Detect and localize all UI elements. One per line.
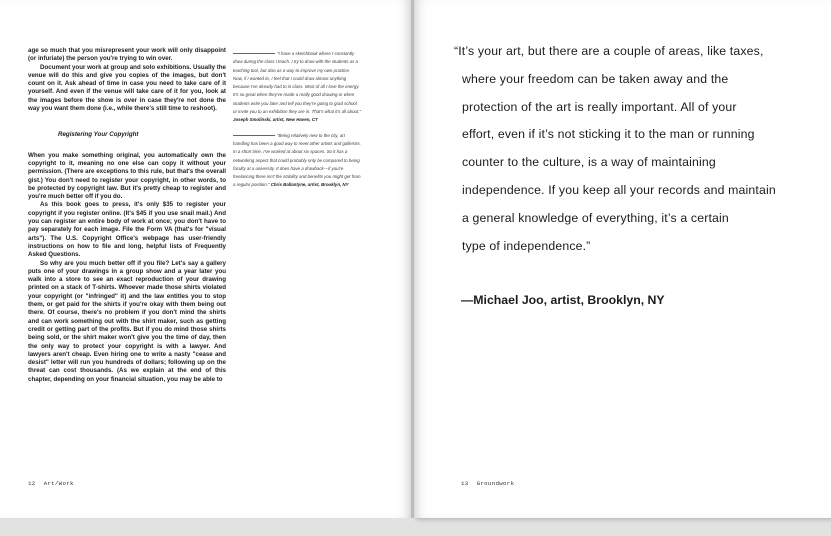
quote-line: type of independence.” xyxy=(462,238,591,253)
pull-quote xyxy=(454,38,799,260)
quote-rule xyxy=(233,53,275,54)
page-number: 13 xyxy=(461,480,469,487)
body-paragraph: age so much that you misrepresent your work will only disappoint (or infuriate) the person you're trying to win over. xyxy=(28,47,226,63)
running-title: Groundwork xyxy=(476,480,515,487)
quote-line: protection of the art is really important. All of your xyxy=(462,99,737,114)
page-number: 12 xyxy=(28,480,36,487)
section-heading: Registering Your Copyright xyxy=(58,131,139,139)
quote-attribution: Joseph Smolinski, artist, New Haven, CT xyxy=(233,117,318,123)
page-folio-left xyxy=(28,480,74,487)
quote-line: “It’s your art, but there are a couple of areas, like taxes, xyxy=(454,44,764,58)
quote-attribution: Chris Ballantyne, artist, Brooklyn, NY xyxy=(270,182,349,188)
sidebar-quotes xyxy=(233,50,361,190)
sidebar-quote: "I have a sketchbook where I constantly draw during the class I teach. I try to draw with the students as a teaching tool, but also as a way to improve my own practice. Now, if I wanted to, I feel that I could draw almost anything because I've already had to in class. Most of all I love the energy. It's so great when they've made a really good drawing or when students write you later and tell you they're going to grad school or invite you to an exhibition they are in. That's what it's all about." Joseph Smolinski, artist, New Haven, CT xyxy=(233,51,361,123)
body-paragraph: When you make something original, you automatically own the copyright to it, meaning no one else can copy it without your permission. (There are exceptions to this rule, but that's the overall gist.) You don't need to register your copyright, in other words, to be protected by copyright law. But it's pretty cheap to register and you're much better off if you do. xyxy=(28,151,226,201)
quote-line: effort, even if it’s not sticking it to the man or running xyxy=(462,127,755,142)
running-title: Art/Work xyxy=(43,480,74,487)
quote-line: counter to the culture, is a way of maintaining xyxy=(462,155,716,170)
page-folio-right xyxy=(461,480,514,487)
quote-rule xyxy=(233,135,275,136)
main-text-column xyxy=(28,47,226,384)
quote-line: where your freedom can be taken away and the xyxy=(462,71,729,86)
quote-line: independence. If you keep all your records and maintain xyxy=(462,182,776,197)
body-paragraph: So why are you much better off if you file? Let's say a gallery puts one of your drawings in a group show and a year later you walk into a store to see an exact reproduction of your drawing printed on a stack of T-shirts. Whoever made those shirts violated your copyright (or "infringed" it) and the law entitles you to stop them, or get paid for the shirts if you're okay with them being out there. Of course, there's no problem if you don't mind the shirts and can work something out with the shirt maker, such as getting credit or getting part of the profits. But if you do mind those shirts being sold, or the shirt maker won't give you the time of day, then the only way to protect your copyright is with a lawyer. And lawyers aren't cheap. Even hiring one to write a nasty "cease and desist" letter will run you hundreds of dollars; following up on the threat can cost thousands. (As we explain at the end of this chapter, depending on your financial situation, you may be able to xyxy=(28,259,226,383)
quote-line: a general knowledge of everything, it’s a certain xyxy=(462,210,729,225)
body-paragraph: As this book goes to press, it's only $35 to register your copyright if you register online. (It's $45 if you use snail mail.) And you can register an entire body of work at once; you don't have to pay separately for each image. File the Form VA (that's for "visual arts"). The U.S. Copyright Office's webpage has user-friendly instructions on how to file and long, helpful lists of Frequently Asked Questions. xyxy=(28,201,226,259)
sidebar-quote: "Being relatively new to the city, art handling has been a good way to meet other artists and gallerists. In a short time, I've worked at about six spaces. So it has a networking aspect that could probably only be compared to being faculty at a university. It does have a drawback—if you're freelancing there isn't the stability and benefits you might get from a regular position." Chris Ballantyne, artist, Brooklyn, NY xyxy=(233,132,361,188)
body-paragraph: Document your work at group and solo exhibitions. Usually the venue will do this and give you copies of the images, but don't count on it. Ask ahead of time in case you need to take care of it yourself. And even if the venue will take care of it for you, look at the images before the show is over in case they're not done the way you want them done (i.e., while there's still time to reshoot). xyxy=(28,63,226,113)
quote-attribution: —Michael Joo, artist, Brooklyn, NY xyxy=(461,293,665,307)
